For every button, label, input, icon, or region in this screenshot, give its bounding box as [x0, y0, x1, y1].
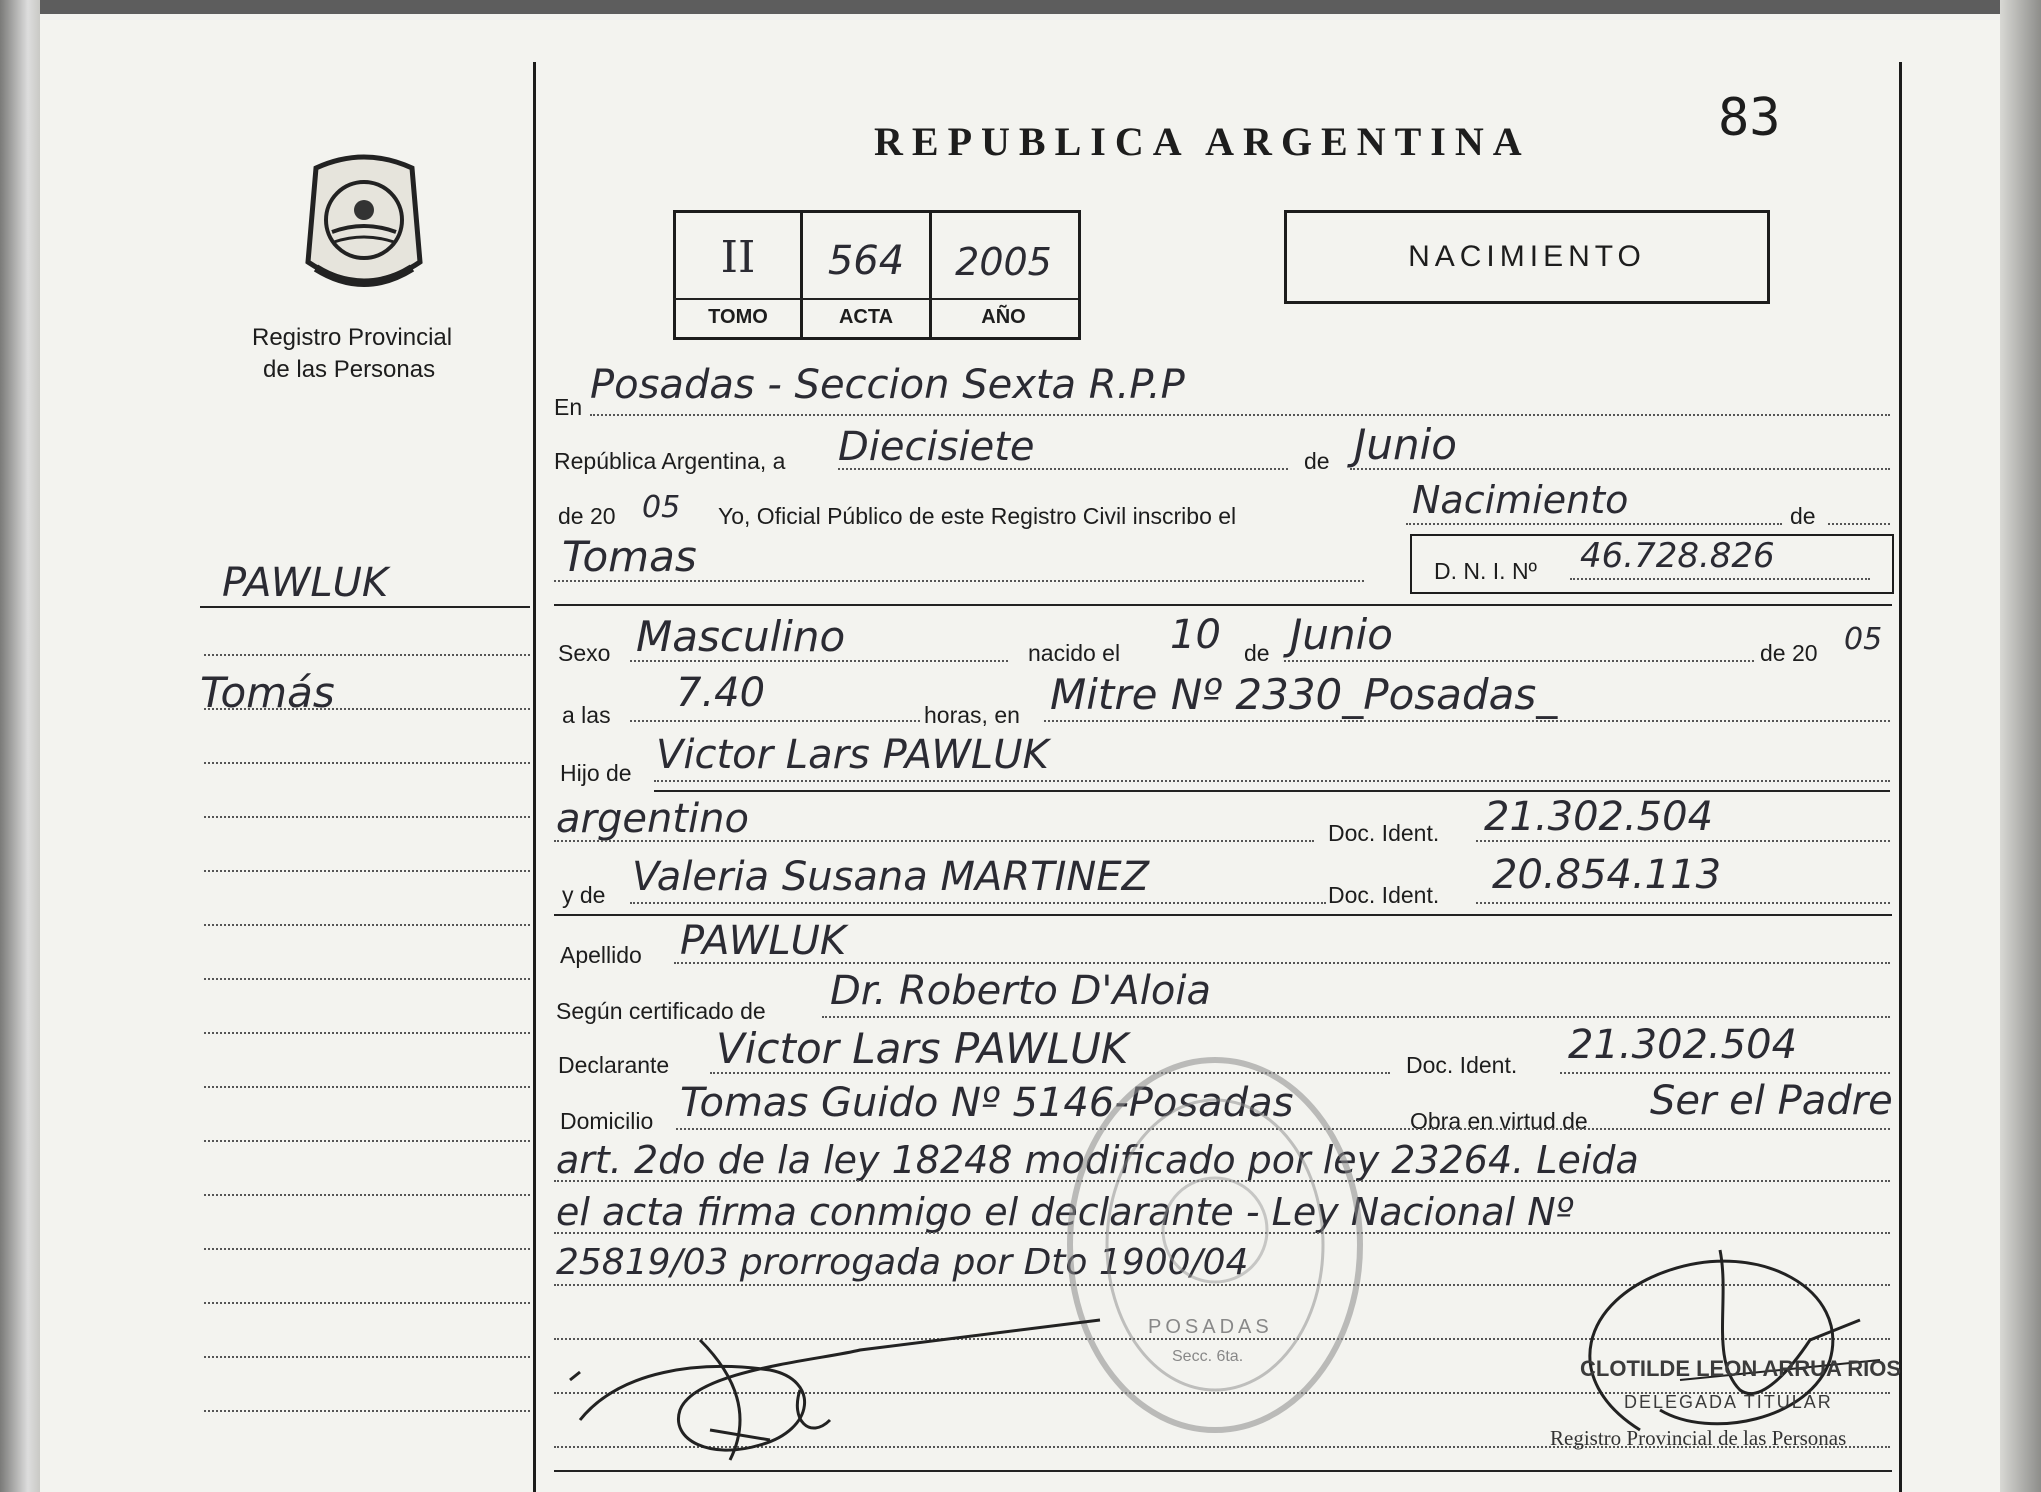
page-number: 83 — [1718, 88, 1781, 148]
note-line-2: el acta firma conmigo el declarante - Ley Nacional Nº — [556, 1190, 1574, 1234]
margin-given-name: Tomás — [200, 668, 335, 717]
official-title: DELEGADA TITULAR — [1624, 1392, 1833, 1412]
line-surname — [674, 962, 1890, 964]
entry-month: Junio — [1354, 420, 1457, 469]
line-nationality — [554, 840, 1314, 842]
line-father-doc — [1476, 840, 1890, 842]
margin-line — [204, 1356, 530, 1358]
margin-line — [204, 1032, 530, 1034]
official-office: Registro Provincial de las Personas — [1550, 1426, 1847, 1450]
label-segun: Según certificado de — [556, 998, 766, 1024]
label-republica: República Argentina, a — [554, 448, 786, 474]
entry-certified-by: Dr. Roberto D'Aloia — [830, 968, 1211, 1014]
entry-father-nationality: argentino — [556, 796, 749, 842]
entry-mother-doc: 20.854.113 — [1492, 852, 1722, 898]
margin-line — [204, 1248, 530, 1250]
ref-label-rule — [673, 298, 1078, 300]
line-dni — [1570, 578, 1870, 580]
section-rule-2 — [654, 790, 1890, 792]
provincia-misiones-seal-icon — [296, 150, 432, 300]
line-event — [1406, 523, 1782, 525]
margin-line — [204, 762, 530, 764]
entry-address: Tomas Guido Nº 5146-Posadas — [680, 1080, 1294, 1126]
entry-day-written: Diecisiete — [838, 424, 1035, 470]
entry-birth-month: Junio — [1290, 610, 1393, 659]
label-nacido-el: nacido el — [1028, 640, 1121, 666]
label-de-end: de — [1790, 503, 1816, 529]
margin-line — [204, 1086, 530, 1088]
label-apellido: Apellido — [560, 942, 642, 968]
stamp-section: Secc. 6ta. — [1172, 1348, 1244, 1365]
binding-edge-left — [0, 0, 40, 1492]
entry-father-doc: 21.302.504 — [1484, 794, 1714, 840]
declarant-signature — [560, 1300, 1120, 1470]
margin-line — [204, 1302, 530, 1304]
line-certified-by — [822, 1016, 1890, 1018]
label-de-20: de 20 — [1760, 640, 1818, 666]
margin-line — [204, 816, 530, 818]
label-en: En — [554, 394, 583, 420]
entry-birth-day: 10 — [1170, 612, 1221, 658]
line-hour — [630, 720, 920, 722]
label-yo-oficial: Yo, Oficial Público de este Registro Civil inscribo el — [718, 503, 1237, 529]
entry-declarant-doc: 21.302.504 — [1568, 1022, 1798, 1068]
tomo-label: TOMO — [708, 306, 768, 328]
stamp-city: POSADAS — [1148, 1316, 1273, 1338]
left-column-divider — [533, 62, 536, 1492]
line-sex — [630, 660, 1008, 662]
office-name-line2: de las Personas — [263, 356, 436, 383]
record-type: NACIMIENTO — [1408, 240, 1646, 273]
entry-mother: Valeria Susana MARTINEZ — [632, 854, 1149, 900]
margin-line — [204, 654, 530, 656]
line-day — [838, 468, 1288, 470]
label-y-de: y de — [562, 882, 606, 908]
margin-line — [204, 1194, 530, 1196]
country-title: REPUBLICA ARGENTINA — [874, 119, 1531, 164]
note-line-3: 25819/03 prorrogada por Dto 1900/04 — [556, 1242, 1249, 1283]
section-rule-1 — [554, 604, 1892, 606]
entry-event: Nacimiento — [1412, 478, 1629, 522]
entry-basis: Ser el Padre — [1650, 1078, 1893, 1124]
margin-line — [204, 708, 530, 710]
label-a-las: a las — [562, 702, 611, 728]
line-birth-month — [1284, 660, 1754, 662]
entry-place: Posadas - Seccion Sexta R.P.P — [590, 362, 1185, 408]
bottom-rule — [554, 1470, 1892, 1472]
section-rule-3 — [554, 914, 1892, 916]
entry-year-suffix: 05 — [642, 490, 681, 525]
label-obra: Obra en virtud de — [1410, 1108, 1588, 1134]
anio-value: 2005 — [955, 240, 1052, 284]
label-dni: D. N. I. Nº — [1434, 558, 1537, 584]
line-event-end — [1828, 523, 1890, 525]
margin-line — [204, 870, 530, 872]
label-horas-en: horas, en — [924, 702, 1020, 728]
line-father — [654, 780, 1890, 782]
margin-line — [204, 1140, 530, 1142]
line-child-name — [554, 580, 1364, 582]
entry-child-name: Tomas — [562, 532, 697, 581]
label-de-mid: de — [1244, 640, 1270, 666]
tomo-value: II — [720, 232, 756, 283]
line-mother-doc — [1476, 902, 1890, 904]
acta-label: ACTA — [838, 306, 894, 328]
label-de: de — [1304, 448, 1330, 474]
label-de20: de 20 — [558, 503, 616, 529]
label-sexo: Sexo — [558, 640, 611, 666]
entry-dni: 46.728.826 — [1580, 536, 1775, 576]
line-declarant-doc — [1560, 1072, 1890, 1074]
margin-surname: PAWLUK — [222, 560, 389, 606]
entry-father: Victor Lars PAWLUK — [656, 732, 1049, 778]
margin-line — [204, 978, 530, 980]
label-hijo-de: Hijo de — [560, 760, 632, 786]
margin-rule — [200, 606, 530, 608]
entry-declarant: Victor Lars PAWLUK — [716, 1024, 1129, 1073]
label-doc-ident-2: Doc. Ident. — [1328, 882, 1440, 908]
office-name-line1: Registro Provincial — [252, 324, 453, 351]
label-doc-ident-1: Doc. Ident. — [1328, 820, 1440, 846]
note-line-1: art. 2do de la ley 18248 modificado por ley 23264. Leida — [556, 1138, 1639, 1182]
line-month — [1350, 468, 1890, 470]
label-declarante: Declarante — [558, 1052, 670, 1078]
entry-surname: PAWLUK — [680, 918, 847, 964]
line-mother — [630, 902, 1326, 904]
margin-line — [204, 924, 530, 926]
line-place — [590, 414, 1890, 416]
official-name: CLOTILDE LEON ARRUA RIOS — [1580, 1356, 1902, 1381]
label-domicilio: Domicilio — [560, 1108, 654, 1134]
binding-edge-right — [2000, 0, 2041, 1492]
margin-line — [204, 1410, 530, 1412]
label-doc-ident-3: Doc. Ident. — [1406, 1052, 1518, 1078]
entry-hour: 7.40 — [676, 670, 766, 716]
acta-value: 564 — [827, 238, 905, 284]
entry-birth-year-suffix: 05 — [1844, 622, 1883, 657]
anio-label: AÑO — [981, 306, 1026, 328]
entry-sex: Masculino — [636, 612, 846, 661]
line-birth-place — [1044, 720, 1890, 722]
entry-birth-place: Mitre Nº 2330_Posadas_ — [1050, 670, 1558, 719]
